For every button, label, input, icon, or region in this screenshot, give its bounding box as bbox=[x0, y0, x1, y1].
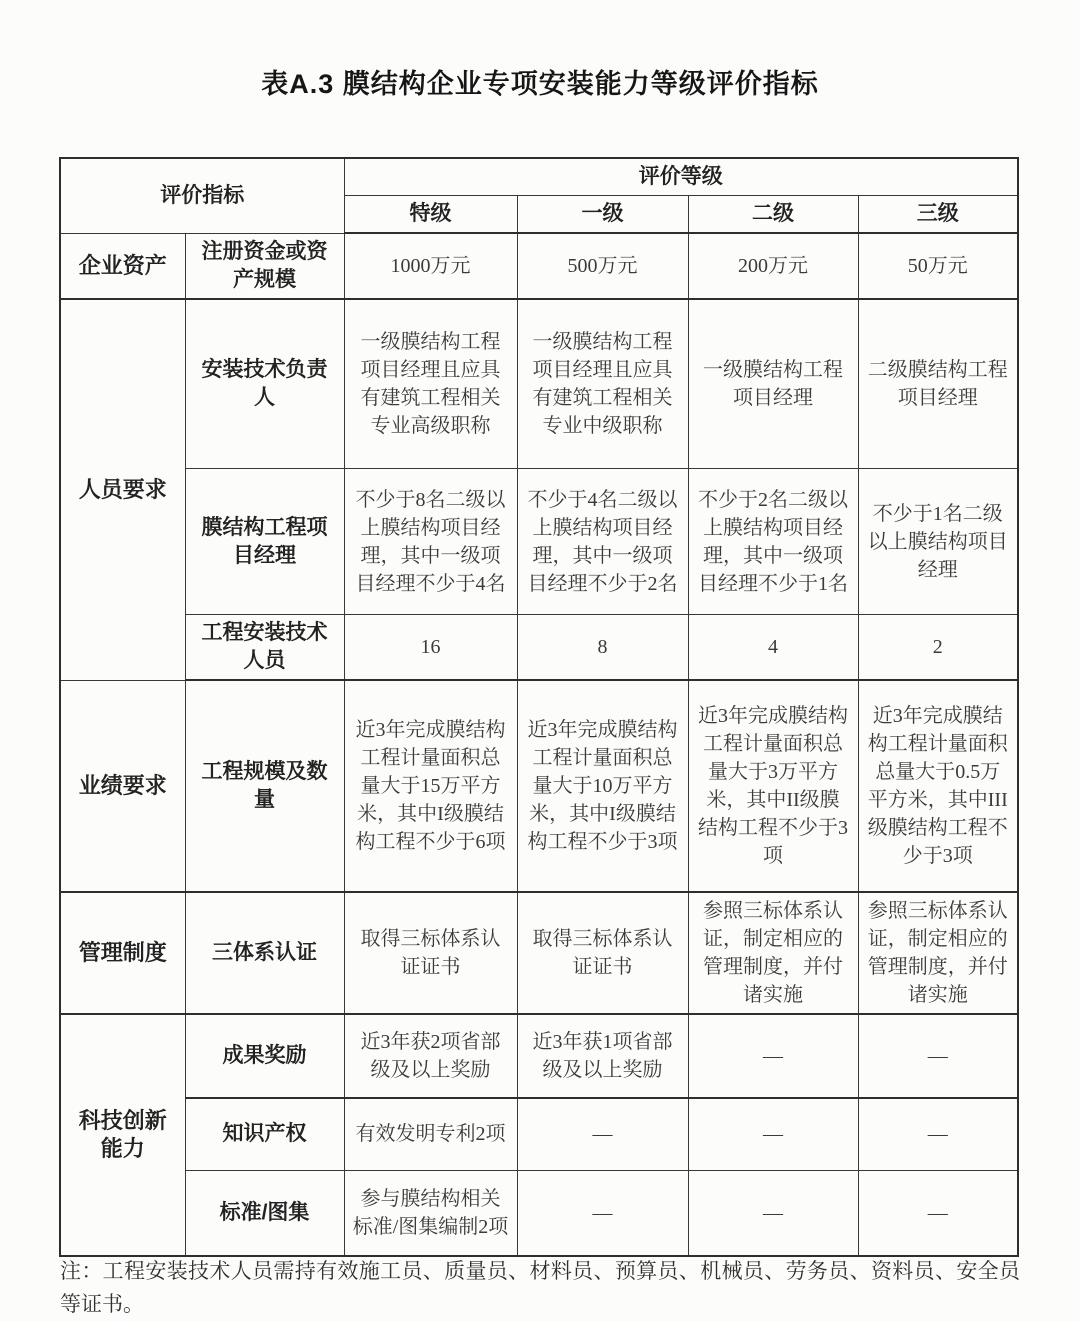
cell-pm-third: 不少于1名二级以上膜结构项目经理 bbox=[858, 469, 1018, 615]
header-grade-special: 特级 bbox=[344, 196, 517, 234]
cell-std-third: — bbox=[858, 1170, 1018, 1256]
cell-scale-special: 近3年完成膜结构工程计量面积总量大于15万平方米，其中I级膜结构工程不少于6项 bbox=[344, 680, 517, 892]
cell-scale-first: 近3年完成膜结构工程计量面积总量大于10万平方米，其中I级膜结构工程不少于3项 bbox=[517, 680, 688, 892]
cell-ip-special: 有效发明专利2项 bbox=[344, 1098, 517, 1170]
cell-std-special: 参与膜结构相关标准/图集编制2项 bbox=[344, 1170, 517, 1256]
cell-cert-first: 取得三标体系认证证书 bbox=[517, 892, 688, 1014]
cell-ip-second: — bbox=[688, 1098, 858, 1170]
category-personnel: 人员要求 bbox=[60, 299, 185, 681]
category-management: 管理制度 bbox=[60, 892, 185, 1014]
cell-capital-third: 50万元 bbox=[858, 233, 1018, 299]
cell-ip-third: — bbox=[858, 1098, 1018, 1170]
cell-award-third: — bbox=[858, 1014, 1018, 1098]
cell-scale-third: 近3年完成膜结构工程计量面积总量大于0.5万平方米，其中III级膜结构工程不少于3项 bbox=[858, 680, 1018, 892]
indicator-registered-capital: 注册资金或资产规模 bbox=[185, 233, 344, 299]
header-grade-third: 三级 bbox=[858, 196, 1018, 234]
cell-cert-second: 参照三标体系认证，制定相应的管理制度，并付诸实施 bbox=[688, 892, 858, 1014]
cell-staff-second: 4 bbox=[688, 615, 858, 681]
cell-capital-second: 200万元 bbox=[688, 233, 858, 299]
cell-cert-third: 参照三标体系认证，制定相应的管理制度，并付诸实施 bbox=[858, 892, 1018, 1014]
cell-award-first: 近3年获1项省部级及以上奖励 bbox=[517, 1014, 688, 1098]
cell-leader-second: 一级膜结构工程项目经理 bbox=[688, 299, 858, 469]
indicator-standards-atlas: 标准/图集 bbox=[185, 1170, 344, 1256]
indicator-intellectual-property: 知识产权 bbox=[185, 1098, 344, 1170]
cell-staff-special: 16 bbox=[344, 615, 517, 681]
cell-scale-second: 近3年完成膜结构工程计量面积总量大于3万平方米，其中II级膜结构工程不少于3项 bbox=[688, 680, 858, 892]
cell-pm-second: 不少于2名二级以上膜结构项目经理，其中一级项目经理不少于1名 bbox=[688, 469, 858, 615]
category-enterprise-assets: 企业资产 bbox=[60, 233, 185, 299]
header-grade-first: 一级 bbox=[517, 196, 688, 234]
indicator-install-tech-leader: 安装技术负责人 bbox=[185, 299, 344, 469]
header-indicator-label: 评价指标 bbox=[60, 158, 344, 233]
cell-std-second: — bbox=[688, 1170, 858, 1256]
cell-pm-special: 不少于8名二级以上膜结构项目经理，其中一级项目经理不少于4名 bbox=[344, 469, 517, 615]
cell-award-second: — bbox=[688, 1014, 858, 1098]
table-title: 表A.3 膜结构企业专项安装能力等级评价指标 bbox=[261, 69, 819, 99]
cell-leader-third: 二级膜结构工程项目经理 bbox=[858, 299, 1018, 469]
indicator-project-manager: 膜结构工程项目经理 bbox=[185, 469, 344, 615]
cell-staff-third: 2 bbox=[858, 615, 1018, 681]
indicator-three-system-cert: 三体系认证 bbox=[185, 892, 344, 1014]
cell-capital-special: 1000万元 bbox=[344, 233, 517, 299]
cell-award-special: 近3年获2项省部级及以上奖励 bbox=[344, 1014, 517, 1098]
indicator-project-scale: 工程规模及数量 bbox=[185, 680, 344, 892]
footnote: 注：工程安装技术人员需持有效施工员、质量员、材料员、预算员、机械员、劳务员、资料员、安全员等证书。 bbox=[60, 1259, 1020, 1316]
cell-capital-first: 500万元 bbox=[517, 233, 688, 299]
cell-leader-special: 一级膜结构工程项目经理且应具有建筑工程相关专业高级职称 bbox=[344, 299, 517, 469]
category-performance: 业绩要求 bbox=[60, 680, 185, 892]
cell-ip-first: — bbox=[517, 1098, 688, 1170]
cell-leader-first: 一级膜结构工程项目经理且应具有建筑工程相关专业中级职称 bbox=[517, 299, 688, 469]
header-grade-second: 二级 bbox=[688, 196, 858, 234]
cell-staff-first: 8 bbox=[517, 615, 688, 681]
cell-cert-special: 取得三标体系认证证书 bbox=[344, 892, 517, 1014]
header-grade-label: 评价等级 bbox=[344, 158, 1018, 196]
category-innovation: 科技创新能力 bbox=[60, 1014, 185, 1256]
indicator-install-tech-staff: 工程安装技术人员 bbox=[185, 615, 344, 681]
indicator-achievement-awards: 成果奖励 bbox=[185, 1014, 344, 1098]
cell-pm-first: 不少于4名二级以上膜结构项目经理，其中一级项目经理不少于2名 bbox=[517, 469, 688, 615]
cell-std-first: — bbox=[517, 1170, 688, 1256]
evaluation-table bbox=[59, 157, 1019, 1257]
